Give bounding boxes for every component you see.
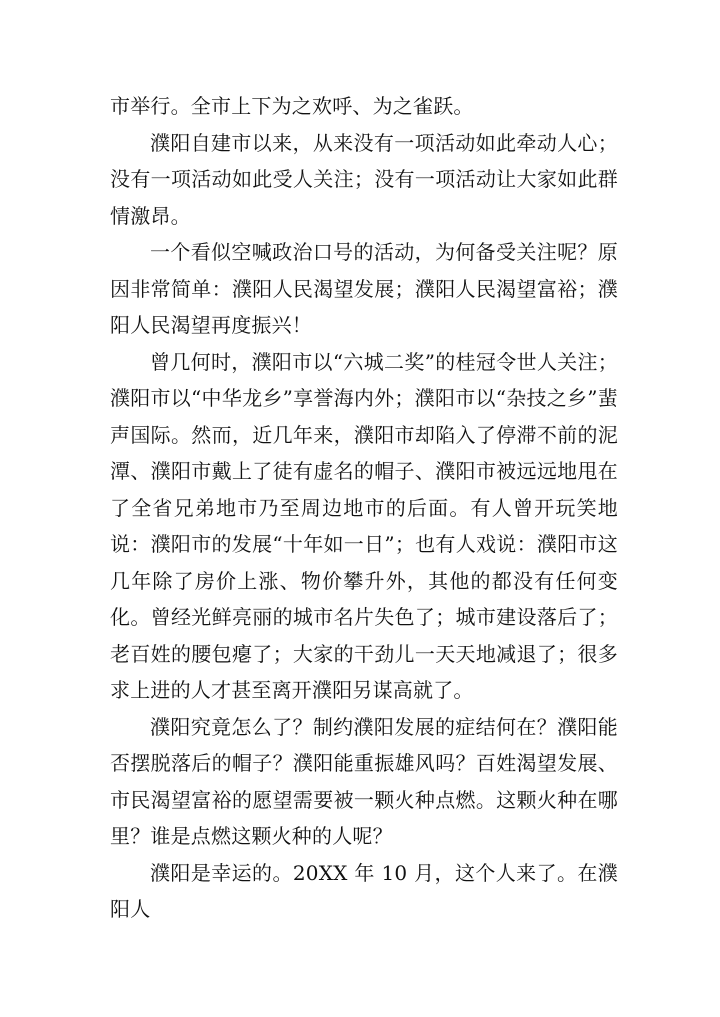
paragraph-reason: 一个看似空喊政治口号的活动，为何备受关注呢？原因非常简单：濮阳人民渴望发展；濮阳人民渴望富裕；濮阳人民渴望再度振兴！ (110, 240, 618, 337)
paragraph-arrival: 濮阳是幸运的。20XX 年 10 月，这个人来了。在濮阳人 (110, 860, 618, 921)
paragraph-city-history: 曾几何时，濮阳市以“六城二奖”的桂冠令世人关注；濮阳市以“中华龙乡”享誉海内外；濮阳市以“杂技之乡”蜚声国际。然而，近几年来，濮阳市却陷入了停滞不前的泥潭、濮阳市戴上了徒有虚名的帽子、濮阳市被远远地甩在了全省兄弟地市乃至周边地市的后面。有人曾开玩笑地说：濮阳市的发展“十年如一日”；也有人戏说：濮阳市这几年除了房价上涨、物价攀升外，其他的都没有任何变化。曾经光鲜亮丽的城市名片失色了；城市建设落后了；老百姓的腰包瘪了；大家的干劲儿一天天地减退了；很多求上进的人才甚至离开濮阳另谋高就了。 (110, 349, 618, 702)
paragraph-activity-impact: 濮阳自建市以来，从来没有一项活动如此牵动人心；没有一项活动如此受人关注；没有一项活动让大家如此群情激昂。 (110, 130, 618, 228)
document-page (110, 88, 618, 928)
paragraph-questions: 濮阳究竟怎么了？制约濮阳发展的症结何在？濮阳能否摆脱落后的帽子？濮阳能重振雄风吗？百姓渴望发展、市民渴望富裕的愿望需要被一颗火种点燃。这颗火种在哪里？谁是点燃这颗火种的人呢？ (110, 714, 618, 848)
paragraph-continuation: 市举行。全市上下为之欢呼、为之雀跃。 (110, 94, 474, 118)
